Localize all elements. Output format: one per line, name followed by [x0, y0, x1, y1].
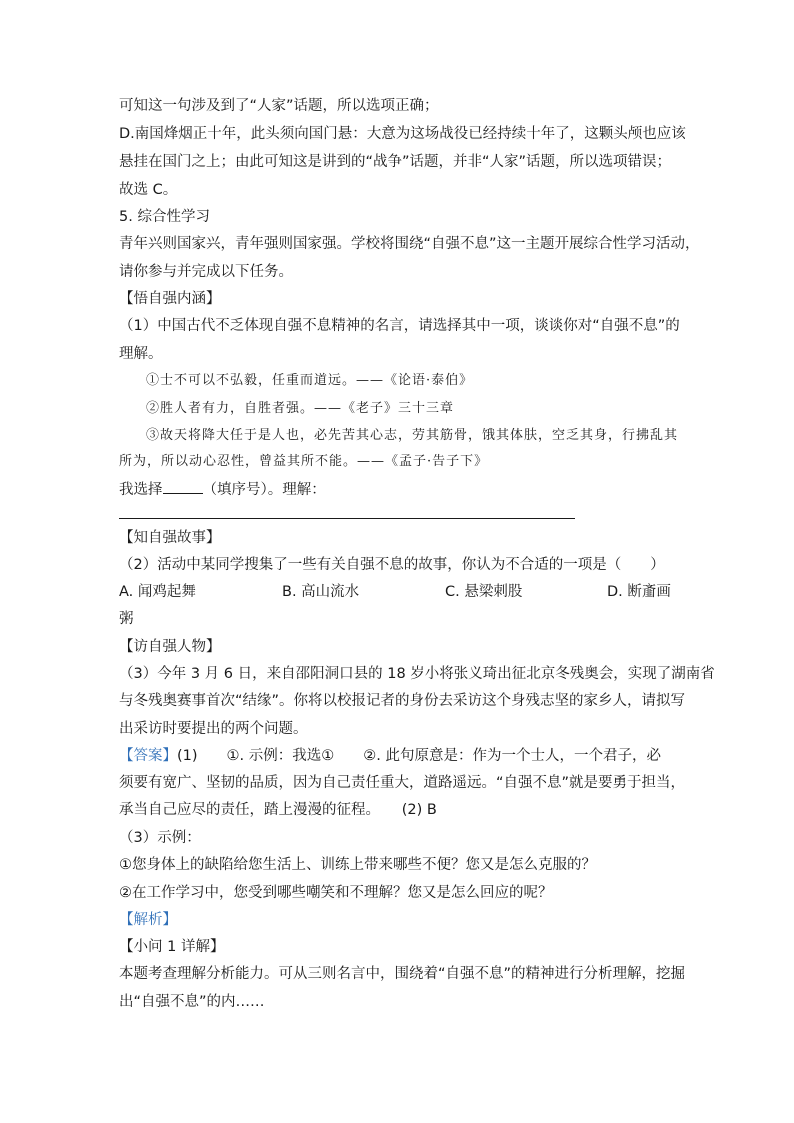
text-line: 须要有宽广、坚韧的品质，因为自己责任重大，道路遥远。“自强不息”就是要勇于担当，: [119, 775, 686, 791]
choose-label: 我选择: [119, 482, 163, 498]
text-line: 青年兴则国家兴，青年强则国家强。学校将围绕“自强不息”这一主题开展综合性学习活动，: [119, 236, 700, 252]
text-line: 承当自己应尽的责任，踏上漫漫的征程。 (2) B: [119, 802, 437, 818]
answer-text: (1) ①. 示例：我选① ②. 此句原意是：作为一个士人，一个君子，必: [177, 748, 661, 764]
choose-suffix: （填序号）。理解：: [202, 482, 326, 498]
section-heading: 【悟自强内涵】: [119, 291, 221, 307]
section-heading: 【访自强人物】: [119, 639, 221, 655]
text-line: 出采访时要提出的两个问题。: [119, 721, 308, 737]
text-line: （1）中国古代不乏体现自强不息精神的名言，请选择其中一项，谈谈你对“自强不息”的: [119, 318, 680, 334]
text-line: 可知这一句涉及到了“人家”话题，所以选项正确；: [119, 98, 439, 114]
answer-label: 【答案】: [119, 748, 177, 764]
analysis-label: 【解析】: [119, 912, 177, 928]
text-line: （3）今年 3 月 6 日，来自邵阳洞口县的 18 岁小将张义琦出征北京冬残奥会，实现了湖南省: [119, 666, 715, 682]
text-line: 故选 C。: [119, 182, 178, 198]
option-d-wrap: 粥: [119, 611, 134, 627]
fill-line: [119, 479, 326, 499]
text-line: 理解。: [119, 346, 163, 362]
text-line: 与冬残奥赛事首次“结缘”。你将以校报记者的身份去采访这个身残志坚的家乡人，请拟写: [119, 693, 686, 709]
section-heading: 【小问 1 详解】: [119, 939, 225, 955]
text-line: 请你参与并完成以下任务。: [119, 264, 293, 280]
text-line: 本题考查理解分析能力。可从三则名言中，围绕着“自强不息”的精神进行分析理解，挖掘: [119, 966, 686, 982]
text-line: ②在工作学习中，您受到哪些嘲笑和不理解？您又是怎么回应的呢？: [119, 885, 553, 901]
text-line: 出“自强不息”的内……: [119, 994, 265, 1010]
answer-blank: [163, 479, 203, 494]
option-a: A. 闻鸡起舞: [119, 584, 196, 600]
text-line: ①您身体上的缺陷给您生活上、训练上带来哪些不便？您又是怎么克服的？: [119, 857, 596, 873]
option-b: B. 高山流水: [282, 584, 360, 600]
text-line: D.南国烽烟正十年，此头须向国门悬：大意为这场战役已经持续十年了，这颗头颅也应该: [119, 126, 686, 142]
answer-underline: [119, 518, 575, 519]
text-line: （2）活动中某同学搜集了一些有关自强不息的故事，你认为不合适的一项是（ ）: [119, 557, 665, 573]
section-heading: 【知自强故事】: [119, 530, 221, 546]
answer-line: [119, 746, 661, 766]
quote-line: ①士不可以不弘毅，任重而道远。——《论语·泰伯》: [146, 373, 474, 388]
text-line: （3）示例：: [119, 830, 201, 846]
question-heading: 5. 综合性学习: [119, 209, 210, 225]
quote-line: ②胜人者有力，自胜者强。——《老子》三十三章: [146, 401, 455, 416]
text-line: 悬挂在国门之上；由此可知这是讲到的“战争”话题，并非“人家”话题，所以选项错误；: [119, 154, 672, 170]
quote-line: ③故天将降大任于是人也，必先苦其心志，劳其筋骨，饿其体肤，空乏其身，行拂乱其: [146, 428, 679, 443]
quote-line: 所为，所以动心忍性，曾益其所不能。——《孟子·告子下》: [119, 454, 489, 469]
option-c: C. 悬梁刺股: [445, 584, 523, 600]
option-d: D. 断齑画: [607, 584, 671, 600]
